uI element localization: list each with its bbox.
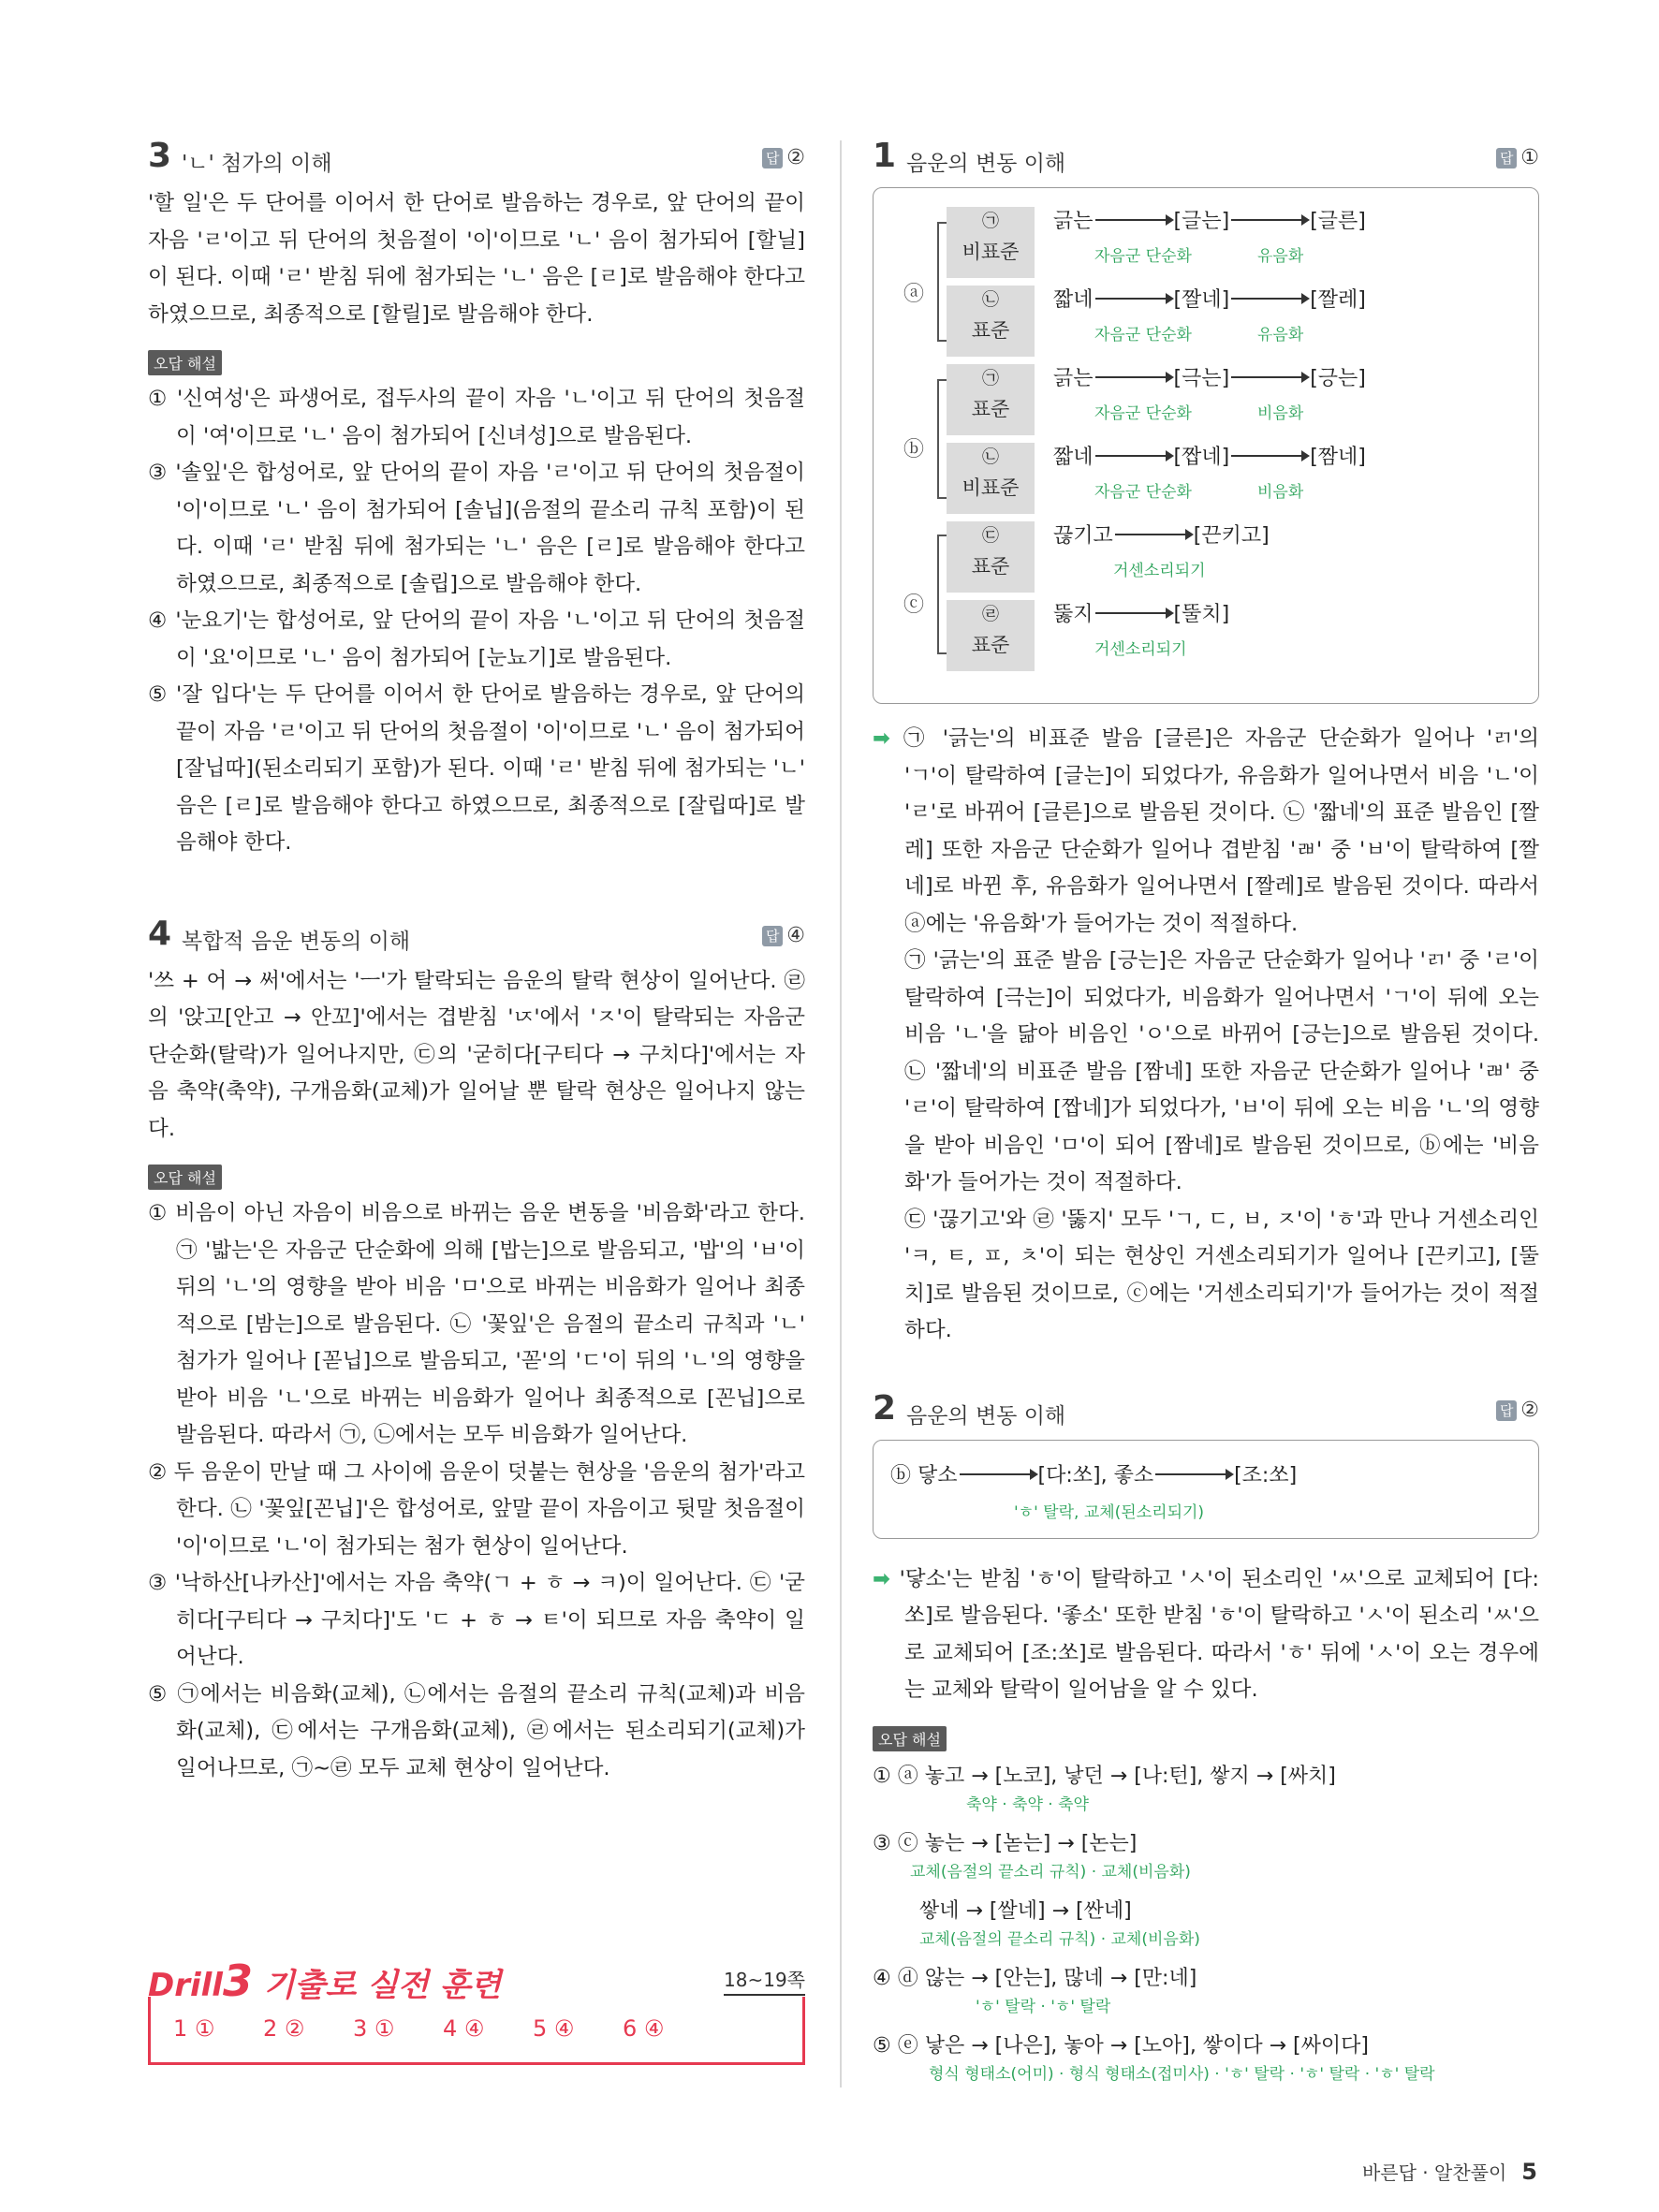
section-title: 복합적 음운 변동의 이해 [182, 929, 411, 954]
drill-answer: 4 ④ [443, 2015, 485, 2042]
section-title: 음운의 변동 이해 [906, 152, 1066, 176]
row-label: ㉣ 표준 [947, 600, 1035, 671]
list-item: ③ '솔잎'은 합성어로, 앞 단어의 끝이 자음 'ㄹ'이고 뒤 단어의 첫음절이 '이'이므로 'ㄴ' 음이 첨가되어 [솔닙](음절의 끝소리 규칙 포함)이 된다. 이때 'ㄹ' 받침 뒤에 첨가되는 'ㄴ' 음은 [ㄹ]로 발음해야 한다고 하였으므로, 최종적으로 [솔립]으로 발음해야 한다. [148, 461, 805, 596]
footer-label: 바른답 · 알찬풀이 [1361, 2161, 1507, 2184]
drill-answer: 6 ④ [623, 2015, 665, 2042]
section-number: 2 [873, 1388, 897, 1428]
pronunciation-chain: 긁는 [글는] [글른] [1053, 210, 1366, 233]
wrong-answer-row: ⑤ ⓔ 낳은 → [나은], 놓아 → [노아], 쌓이다 → [싸이다] 형식 형태소(어미) · 형식 형태소(접미사) · 'ㅎ' 탈락 · 'ㅎ' 탈락 · 'ㅎ' 탈락 [873, 2033, 1435, 2084]
group-label: ⓐ [903, 283, 925, 306]
list-item: ④ '눈요기'는 합성어로, 앞 단어의 끝이 자음 'ㄴ'이고 뒤 단어의 첫음절이 '요'이므로 'ㄴ' 음이 첨가되어 [눈뇨기]로 발음된다. [148, 608, 805, 670]
process-note: 비음화 [1257, 404, 1304, 423]
row-label: ㉠ 비표준 [947, 207, 1035, 278]
process-note: 유음화 [1257, 247, 1304, 266]
section-1-header [873, 137, 1539, 182]
pronunciation-chain: 짧네 [짤네] [짤레] [1053, 288, 1366, 312]
pronunciation-chain: 뚫지 [뚤치] [1053, 603, 1230, 626]
drill-answer: 3 ① [353, 2015, 395, 2042]
group-label: ⓑ [903, 438, 925, 461]
list-item: ② 두 음운이 만날 때 그 사이에 음운이 덧붙는 현상을 '음운의 첨가'라고 한다. ㉡ '꽃잎[꼰닙]'은 합성어로, 앞말 끝이 자음이고 뒷말 첫음절이 '이'이므로 'ㄴ'이 첨가되는 첨가 현상이 일어난다. [148, 1459, 805, 1559]
list-item: ③ '낙하산[나카산]'에서는 자음 축약(ㄱ + ㅎ → ㅋ)이 일어난다. ㉢ '굳히다[구티다 → 구치다]'도 'ㄷ + ㅎ → ㅌ'이 되므로 자음 축약이 일어난다. [148, 1571, 806, 1669]
answer-badge [1496, 1399, 1539, 1422]
answer-icon: 답 [1496, 148, 1517, 168]
answer-icon: 답 [762, 926, 783, 946]
answer-value: ④ [786, 923, 805, 947]
list-item: ⑤ '잘 입다'는 두 단어를 이어서 한 단어로 발음하는 경우로, 앞 단어의 끝이 자음 'ㄹ'이고 뒤 단어의 첫음절이 '이'이므로 'ㄴ' 음이 첨가되어 [잘닙따](된소리되기 포함)가 된다. 이때 'ㄹ' 받침 뒤에 첨가되는 'ㄴ' 음은 [ㄹ]로 발음해야 한다고 하였으므로, 최종적으로 [잘립따]로 발음해야 한다. [148, 682, 805, 855]
list-item: ① 비음이 아닌 자음이 비음으로 바뀌는 음운 변동을 '비음화'라고 한다. ㉠ '밟는'은 자음군 단순화에 의해 [밥는]으로 발음되고, '밥'의 'ㅂ'이 뒤의 'ㄴ'의 영향을 받아 비음 'ㅁ'으로 바뀌는 비음화가 일어나 최종적으로 [밤는]으로 발음된다. ㉡ '꽃잎'은 음절의 끝소리 규칙과 'ㄴ' 첨가가 일어나 [꼳닙]으로 발음되고, '꼳'의 'ㄷ'이 뒤의 'ㄴ'의 영향을 받아 비음 'ㄴ'으로 바뀌는 비음화가 일어나 최종적으로 [꼰닙]으로 발음된다. 따라서 ㉠, ㉡에서는 모두 비음화가 일어난다. [148, 1201, 805, 1447]
pronunciation-chain: 짧네 [짭네] [짬네] [1053, 446, 1366, 469]
section-3-body: '할 일'은 두 단어를 이어서 한 단어로 발음하는 경우로, 앞 단어의 끝이 자음 'ㄹ'이고 뒤 단어의 첫음절이 '이'이므로 'ㄴ' 음이 첨가되어 [할닐]이 된다. 이때 'ㄹ' 받침 뒤에 첨가되는 'ㄴ' 음은 [ㄹ]로 발음해야 한다고 하였으므로, 최종적으로 [할릴]로 발음해야 한다. [148, 191, 805, 327]
sound-change-box [873, 1440, 1539, 1539]
sound-change-diagram [873, 187, 1539, 704]
list-item: ⑤ ㉠에서는 비음화(교체), ㉡에서는 음절의 끝소리 규칙(교체)과 비음화(교체), ㉢에서는 구개음화(교체), ㉣에서는 된소리되기(교체)가 일어나므로, ㉠~㉣ 모두 교체 현상이 일어난다. [148, 1681, 805, 1780]
answer-value: ② [1520, 1398, 1539, 1422]
wrong-answer-tag: 오답 해설 [148, 1165, 222, 1190]
section-2-header [873, 1388, 1539, 1434]
page-number: 5 [1521, 2159, 1537, 2185]
drill-answer: 5 ④ [533, 2015, 575, 2042]
row-label: ㉡ 비표준 [947, 443, 1035, 514]
drill-logo: Drill3 기출로 실전 훈련 [148, 1956, 502, 2006]
explanation-paragraph: ㉠ '긁는'의 표준 발음 [긍는]은 자음군 단순화가 일어나 'ㄺ' 중 'ㄹ'이 탈락하여 [극는]이 되었다가, 비음화가 일어나면서 'ㄱ'이 뒤에 오는 비음 'ㄴ'을 닮아 비음인 'ㅇ'으로 바뀌어 [긍는]으로 발음된 것이다. ㉡ '짧네'의 비표준 발음 [짬네] 또한 자음군 단순화가 일어나 'ㄼ' 중 'ㄹ'이 탈락하여 [짭네]가 되었다가, 'ㅂ'이 뒤에 오는 비음 'ㄴ'의 영향을 받아 비음인 'ㅁ'이 되어 [짬네]로 발음된 것이므로, ⓑ에는 '비음화'가 들어가는 것이 적절하다. [904, 948, 1539, 1194]
row-label: ㉢ 표준 [947, 521, 1035, 593]
process-note: 자음군 단순화 [1094, 483, 1192, 502]
drill-answers [148, 1997, 805, 2065]
drill-pages: 18~19쪽 [724, 1965, 805, 1996]
section-number: 4 [148, 914, 172, 953]
drill-answer: 1 ① [173, 2015, 215, 2042]
pronunciation-chain: ⓑ 닿소 [다:쏘], 좋소 [조:쏘] [890, 1463, 1298, 1487]
drill-answer-box [148, 1952, 805, 2090]
process-note: 'ㅎ' 탈락, 교체(된소리되기) [1014, 1502, 1205, 1522]
section-number: 1 [873, 137, 897, 175]
process-note: 자음군 단순화 [1094, 247, 1192, 266]
answer-badge [762, 146, 805, 169]
section-title: 음운의 변동 이해 [906, 1403, 1066, 1428]
wrong-answer-row: ③ ⓒ 놓는 → [녿는] → [논는] 교체(음절의 끝소리 규칙) · 교체(비음화) [873, 1831, 1191, 1882]
wrong-answer-tag: 오답 해설 [873, 1726, 947, 1751]
process-note: 비음화 [1257, 483, 1304, 502]
list-item: ① '신여성'은 파생어로, 접두사의 끝이 자음 'ㄴ'이고 뒤 단어의 첫음절이 '여'이므로 'ㄴ' 음이 첨가되어 [신녀성]으로 발음된다. [148, 387, 805, 448]
drill-answer: 2 ② [263, 2015, 305, 2042]
explanation-paragraph: ➡ ㉠ '긁는'의 비표준 발음 [글른]은 자음군 단순화가 일어나 'ㄺ'의 'ㄱ'이 탈락하여 [글는]이 되었다가, 유음화가 일어나면서 비음 'ㄴ'이 'ㄹ'로 바뀌어 [글른]으로 발음된 것이다. ㉡ '짧네'의 표준 발음인 [짤레] 또한 자음군 단순화가 일어나 겹받침 'ㄼ' 중 'ㅂ'이 탈락하여 [짤네]로 바뀐 후, 유음화가 일어나면서 [짤레]로 발음된 것이다. 따라서 ⓐ에는 '유음화'가 들어가는 것이 적절하다. [873, 726, 1539, 936]
wrong-answer-row: 쌓네 → [쌀네] → [싼네] 교체(음절의 끝소리 규칙) · 교체(비음화) [919, 1898, 1200, 1949]
process-note: 거센소리되기 [1094, 640, 1187, 659]
explanation-paragraph: ➡ '닿소'는 받침 'ㅎ'이 탈락하고 'ㅅ'이 된소리인 'ㅆ'으로 교체되어 [다:쏘]로 발음된다. '좋소' 또한 받침 'ㅎ'이 탈락하고 'ㅅ'이 된소리 'ㅆ'으로 교체되어 [조:쏘]로 발음된다. 따라서 'ㅎ' 뒤에 'ㅅ'이 오는 경우에는 교체와 탈락이 일어남을 알 수 있다. [873, 1566, 1539, 1702]
arrow-right-icon: ➡ [873, 1566, 900, 1591]
wrong-answer-tag: 오답 해설 [148, 350, 222, 375]
answer-icon: 답 [762, 148, 783, 168]
wrong-answer-row: ④ ⓓ 않는 → [안는], 많네 → [만:네] 'ㅎ' 탈락 · 'ㅎ' 탈락 [873, 1966, 1197, 2016]
section-title: 'ㄴ' 첨가의 이해 [182, 152, 332, 176]
right-column [873, 137, 1539, 2088]
wrong-answer-row: ① ⓐ 놓고 → [노코], 낳던 → [나:턴], 쌓지 → [싸치] 축약 · 축약 · 축약 [873, 1764, 1336, 1814]
section-3-header [148, 137, 805, 182]
group-label: ⓒ [903, 593, 925, 617]
arrow-right-icon: ➡ [873, 726, 903, 751]
pronunciation-chain: 긁는 [극는] [긍는] [1053, 367, 1366, 390]
left-column [148, 137, 806, 1787]
row-label: ㉡ 표준 [947, 286, 1035, 357]
section-number: 3 [148, 137, 172, 175]
page-footer [1362, 2158, 1537, 2185]
pronunciation-chain: 끊기고 [끈키고] [1053, 524, 1270, 548]
section-4-header [148, 914, 805, 960]
answer-value: ② [786, 146, 805, 169]
answer-value: ① [1520, 146, 1539, 169]
answer-badge [1496, 146, 1539, 169]
explanation-paragraph: ㉢ '끊기고'와 ㉣ '뚫지' 모두 'ㄱ, ㄷ, ㅂ, ㅈ'이 'ㅎ'과 만나 거센소리인 'ㅋ, ㅌ, ㅍ, ㅊ'이 되는 현상인 거센소리되기가 일어나 [끈키고], [뚤치]로 발음된 것이므로, ⓒ에는 '거센소리되기'가 들어가는 것이 적절하다. [904, 1207, 1539, 1342]
process-note: 자음군 단순화 [1094, 326, 1192, 344]
section-4-body: '쓰 + 어 → 써'에서는 'ㅡ'가 탈락되는 음운의 탈락 현상이 일어난다. ㉣의 '앉고[안고 → 안꼬]'에서는 겹받침 'ㄵ'에서 'ㅈ'이 탈락되는 자음군 단순화(탈락)가 일어나지만, ㉢의 '굳히다[구티다 → 구치다]'에서는 자음 축약(축약), 구개음화(교체)가 일어날 뿐 탈락 현상은 일어나지 않는다. [148, 968, 805, 1141]
row-label: ㉠ 표준 [947, 364, 1035, 435]
answer-icon: 답 [1496, 1400, 1517, 1421]
process-note: 자음군 단순화 [1094, 404, 1192, 423]
answer-badge [762, 924, 805, 947]
process-note: 유음화 [1257, 326, 1304, 344]
column-divider [840, 140, 842, 2087]
process-note: 거센소리되기 [1113, 562, 1206, 580]
